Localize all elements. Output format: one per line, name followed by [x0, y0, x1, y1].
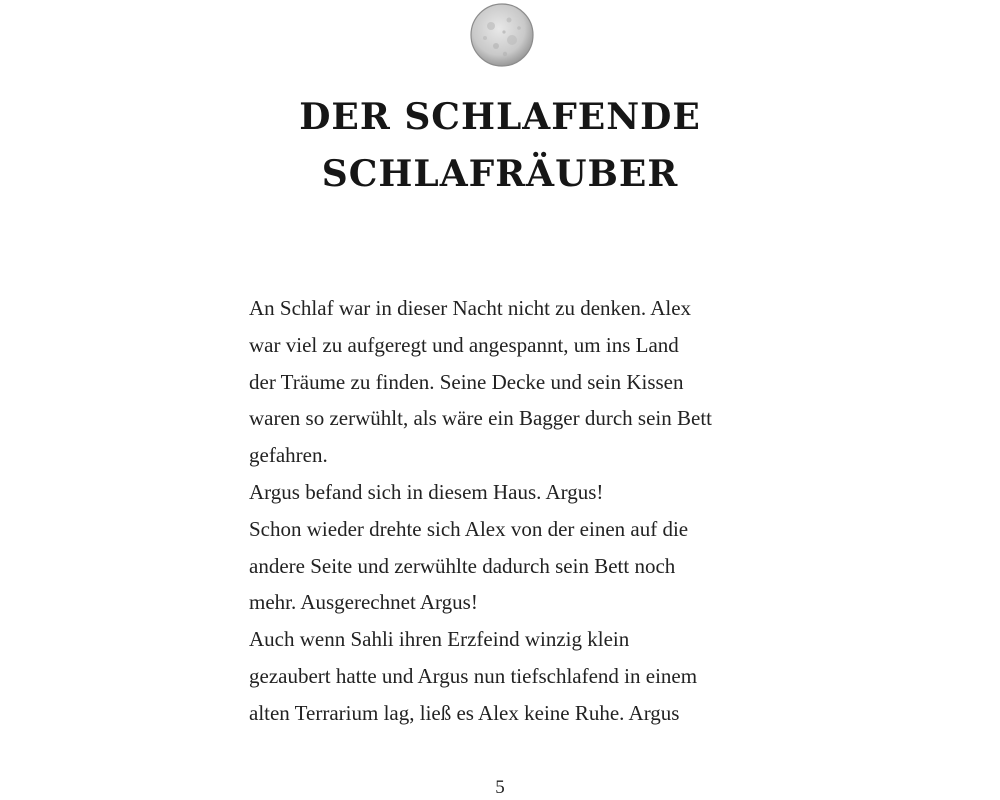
text-line: der Träume zu finden. Seine Decke und sein Kissen [249, 369, 684, 394]
moon-icon [469, 2, 535, 68]
text-line: war viel zu aufgeregt und angespannt, um ins Land [249, 332, 679, 357]
chapter-body-text [249, 290, 779, 732]
text-line: An Schlaf war in dieser Nacht nicht zu denken. Alex [249, 296, 692, 320]
text-line: gezaubert hatte und Argus nun tiefschlafend in einem [249, 663, 698, 688]
chapter-title-line-1: DER SCHLAFENDE [299, 96, 701, 138]
text-line: andere Seite und zerwühlte dadurch sein Bett noch [249, 553, 676, 578]
text-line: mehr. Ausgerechnet Argus! [249, 590, 478, 615]
page-number: 5 [495, 777, 505, 798]
text-line: Argus befand sich in diesem Haus. Argus! [249, 479, 604, 504]
text-line: alten Terrarium lag, ließ es Alex keine Ruhe. Argus [249, 700, 680, 725]
text-line: Schon wieder drehte sich Alex von der einen auf die [249, 516, 689, 541]
text-line: Auch wenn Sahli ihren Erzfeind winzig klein [249, 627, 630, 652]
text-line: gefahren. [249, 443, 328, 468]
text-line: waren so zerwühlt, als wäre ein Bagger durch sein Bett [249, 406, 713, 431]
chapter-title-line-2: SCHLAFRÄUBER [321, 153, 679, 195]
